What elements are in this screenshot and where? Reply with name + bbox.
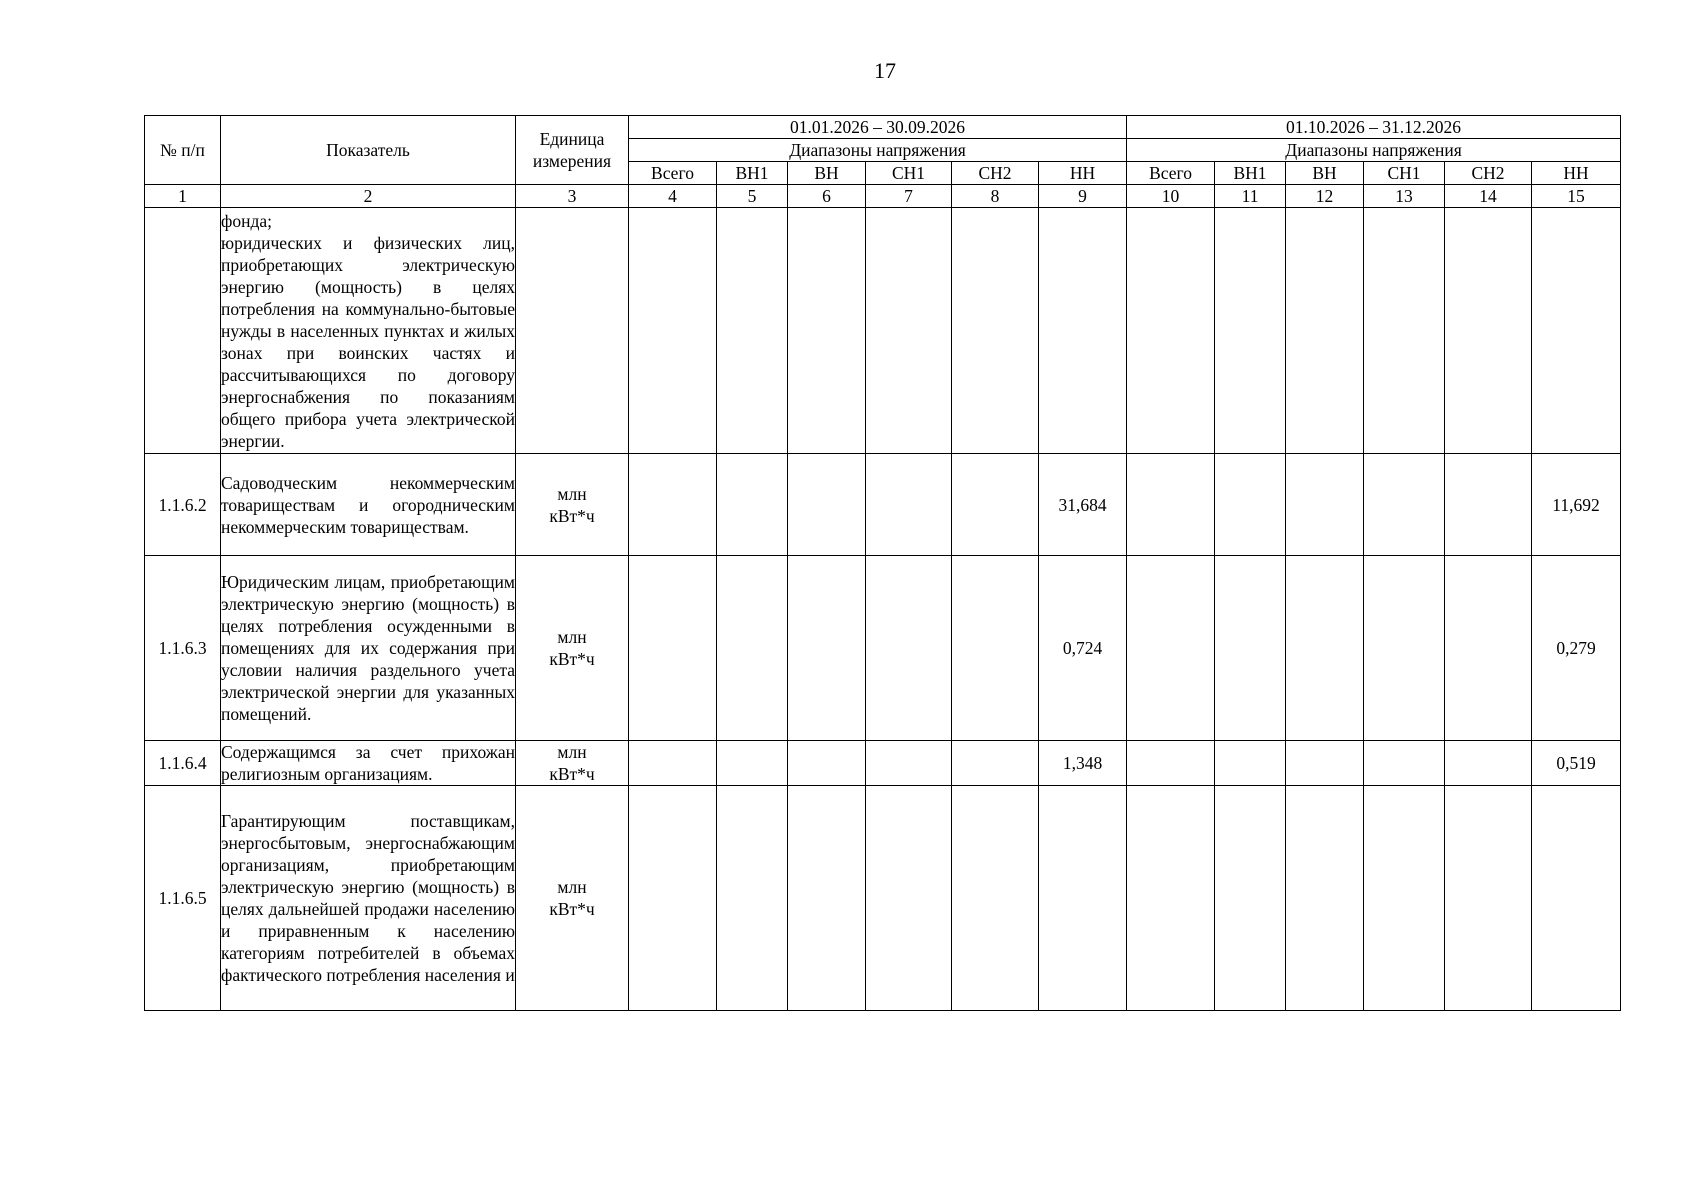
value-cell-empty [1286,454,1364,556]
row-number: 1.1.6.3 [145,556,221,741]
table-row [145,556,1621,741]
header-sub-col: Всего [1127,162,1215,185]
value-cell-empty [1364,741,1445,786]
row-unit [516,208,629,454]
column-number: 13 [1364,185,1445,208]
column-number: 15 [1532,185,1621,208]
table-row [145,786,1621,1011]
value-nn-period-1 [1039,786,1127,1011]
row-indicator [221,556,516,741]
header-sub-col: НН [1532,162,1621,185]
value-cell-empty [1127,786,1215,1011]
value-cell-empty [1364,556,1445,741]
header-col-no: № п/п [145,116,221,185]
value-cell-empty [717,208,788,454]
column-number: 12 [1286,185,1364,208]
value-cell-empty [1364,786,1445,1011]
value-cell-empty [1127,208,1215,454]
value-cell-empty [866,454,952,556]
column-number: 2 [221,185,516,208]
value-cell-empty [788,454,866,556]
header-sub-col: ВН [1286,162,1364,185]
header-sub-col: Всего [629,162,717,185]
value-cell-empty [1445,556,1532,741]
value-cell-empty [1286,556,1364,741]
header-ranges-1: Диапазоны напряжения [629,139,1127,162]
row-number: 1.1.6.4 [145,741,221,786]
value-cell-empty [1445,786,1532,1011]
value-nn-period-1 [1039,208,1127,454]
row-number: 1.1.6.5 [145,786,221,1011]
value-cell-empty [629,208,717,454]
value-cell-empty [1445,454,1532,556]
column-number: 14 [1445,185,1532,208]
header-sub-col: ВН1 [717,162,788,185]
unit-line: кВт*ч [549,764,595,784]
value-cell-empty [629,786,717,1011]
value-cell-empty [1215,741,1286,786]
value-cell-empty [1215,208,1286,454]
unit-line: кВт*ч [549,505,595,526]
value-cell-empty [1445,208,1532,454]
row-number [145,208,221,454]
column-number: 4 [629,185,717,208]
value-nn-period-1: 31,684 [1039,454,1127,556]
header-row-1 [145,116,1621,139]
row-indicator [221,741,516,786]
page-number: 17 [874,58,896,83]
value-cell-empty [952,741,1039,786]
column-number: 5 [717,185,788,208]
value-cell-empty [788,741,866,786]
indicator-text: Садоводческим некоммерческим товариществам и огородническим некоммерческим товариществам. [221,472,515,537]
unit-line: млн [557,483,587,504]
value-nn-period-2: 0,519 [1532,741,1621,786]
column-number-row [145,185,1621,208]
header-period-2: 01.10.2026 – 31.12.2026 [1127,116,1621,139]
value-cell-empty [1127,556,1215,741]
value-cell-empty [1286,741,1364,786]
column-number: 7 [866,185,952,208]
table-body [145,208,1621,1011]
indicator-text: фонда; [221,210,272,231]
column-number: 8 [952,185,1039,208]
value-cell-empty [717,741,788,786]
value-cell-empty [788,556,866,741]
value-cell-empty [788,208,866,454]
data-table [144,115,1621,1011]
value-nn-period-2: 0,279 [1532,556,1621,741]
unit-line: млн [557,627,587,647]
header-period-1: 01.01.2026 – 30.09.2026 [629,116,1127,139]
row-indicator [221,786,516,1011]
table-row [145,454,1621,556]
value-cell-empty [952,208,1039,454]
row-indicator [221,208,516,454]
header-sub-col: ВН [788,162,866,185]
column-number: 1 [145,185,221,208]
value-cell-empty [866,208,952,454]
header-sub-col: СН2 [952,162,1039,185]
value-cell-empty [1364,454,1445,556]
header-sub-col: СН1 [1364,162,1445,185]
header-sub-col: СН2 [1445,162,1532,185]
header-sub-col: ВН1 [1215,162,1286,185]
column-number: 6 [788,185,866,208]
value-cell-empty [1286,786,1364,1011]
value-cell-empty [717,454,788,556]
value-cell-empty [717,786,788,1011]
value-nn-period-2 [1532,786,1621,1011]
value-cell-empty [866,786,952,1011]
column-number: 10 [1127,185,1215,208]
value-cell-empty [1215,454,1286,556]
table-row [145,741,1621,786]
value-cell-empty [952,454,1039,556]
unit-line: млн [557,742,587,762]
table-row [145,208,1621,454]
value-cell-empty [1445,741,1532,786]
value-cell-empty [629,741,717,786]
value-cell-empty [952,786,1039,1011]
value-nn-period-2: 11,692 [1532,454,1621,556]
value-cell-empty [717,556,788,741]
indicator-text: Юридическим лицам, приобретающим электрическую энергию (мощность) в целях потребления осужденными в помещениях для их содержания при условии наличия раздельного учета электрической энергии для указанных помещений. [221,572,515,724]
value-cell-empty [1127,454,1215,556]
row-unit [516,454,629,556]
value-cell-empty [629,556,717,741]
row-unit [516,556,629,741]
value-cell-empty [866,556,952,741]
column-number: 11 [1215,185,1286,208]
unit-line: кВт*ч [549,649,595,669]
header-sub-col: НН [1039,162,1127,185]
value-cell-empty [1286,208,1364,454]
value-cell-empty [1364,208,1445,454]
column-number: 3 [516,185,629,208]
unit-line: кВт*ч [549,899,595,919]
value-cell-empty [1127,741,1215,786]
value-cell-empty [1215,556,1286,741]
header-ranges-2: Диапазоны напряжения [1127,139,1621,162]
value-cell-empty [788,786,866,1011]
row-unit [516,786,629,1011]
column-number: 9 [1039,185,1127,208]
indicator-text: юридических и физических лиц, приобретающих электрическую энергию (мощность) в целях потребления на коммунально-бытовые нужды в населенных пунктах и жилых зонах при воинских частях и рассчитывающихся по договору энергоснабжения по показаниям общего прибора учета электрической энергии. [221,232,515,451]
unit-line: млн [557,877,587,897]
row-indicator [221,454,516,556]
value-nn-period-1: 0,724 [1039,556,1127,741]
value-cell-empty [1215,786,1286,1011]
value-cell-empty [952,556,1039,741]
value-cell-empty [866,741,952,786]
row-unit [516,741,629,786]
row-number: 1.1.6.2 [145,454,221,556]
value-nn-period-2 [1532,208,1621,454]
header-sub-col: СН1 [866,162,952,185]
header-col-indicator: Показатель [221,116,516,185]
indicator-text: Гарантирующим поставщикам, энергосбытовым, энергоснабжающим организациям, приобретающим электрическую энергию (мощность) в целях дальнейшей продажи населению и приравненным к населению категориям потребителей в объемах фактического потребления населения и [221,811,515,985]
header-col-unit: Единица измерения [516,116,629,185]
value-nn-period-1: 1,348 [1039,741,1127,786]
value-cell-empty [629,454,717,556]
indicator-text: Содержащимся за счет прихожан религиозным организациям. [221,742,515,784]
